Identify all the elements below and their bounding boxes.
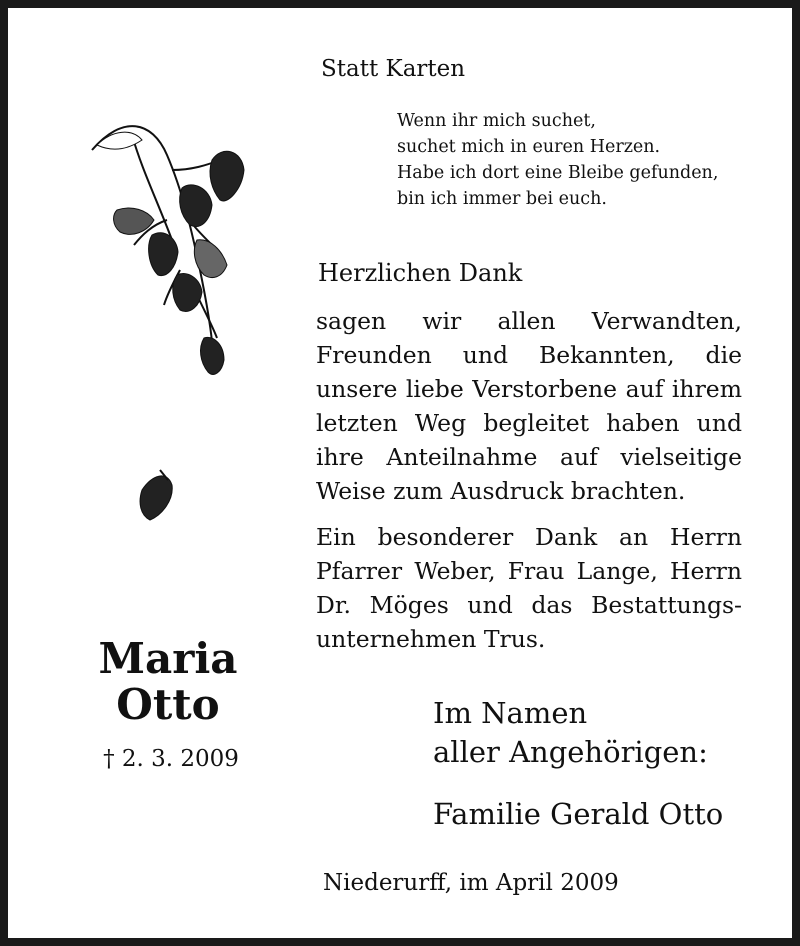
poem-line: Habe ich dort eine Bleibe gefunden, bbox=[397, 163, 719, 183]
poem-line: suchet mich in euren Herzen. bbox=[397, 137, 661, 157]
body-line: unsere liebe Verstorbene auf ihrem bbox=[316, 375, 742, 403]
body-line: unternehmen Trus. bbox=[316, 625, 546, 653]
thanks-body bbox=[316, 304, 742, 656]
body-line: Ein besonderer Dank an Herrn bbox=[316, 523, 742, 551]
family-name: Familie Gerald Otto bbox=[433, 797, 724, 831]
first-name: Maria bbox=[98, 634, 238, 683]
body-line: letzten Weg begleitet haben und bbox=[316, 409, 742, 437]
signature-line: Im Namen bbox=[433, 696, 588, 730]
body-line: Pfarrer Weber, Frau Lange, Herrn bbox=[316, 557, 742, 585]
deceased-name bbox=[88, 636, 248, 728]
body-line: Dr. Möges und das Bestattungs- bbox=[316, 591, 742, 619]
poem bbox=[397, 108, 718, 212]
place-date: Niederurff, im April 2009 bbox=[323, 870, 619, 896]
death-date: † 2. 3. 2009 bbox=[103, 746, 239, 772]
signature-block bbox=[433, 694, 708, 772]
body-line: ihre Anteilnahme auf vielseitige bbox=[316, 443, 742, 471]
body-line: sagen wir allen Verwandten, bbox=[316, 307, 742, 335]
poem-line: Wenn ihr mich suchet, bbox=[397, 111, 596, 131]
body-line: Freunden und Bekannten, die bbox=[316, 341, 742, 369]
thanks-heading: Herzlichen Dank bbox=[318, 259, 523, 287]
header-text: Statt Karten bbox=[321, 56, 466, 82]
signature-line: aller Angehörigen: bbox=[433, 735, 708, 769]
poem-line: bin ich immer bei euch. bbox=[397, 189, 607, 209]
leaf-branch-icon bbox=[72, 110, 252, 540]
body-line: Weise zum Ausdruck brachten. bbox=[316, 477, 686, 505]
last-name: Otto bbox=[116, 680, 220, 729]
